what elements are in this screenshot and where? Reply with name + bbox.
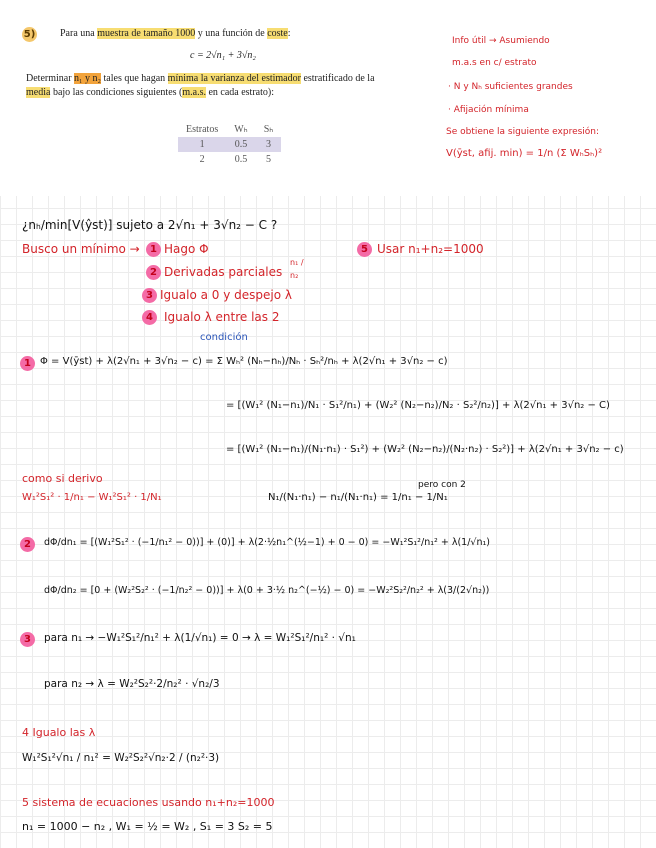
side-note-line: Info útil → Asumiendo [452, 36, 550, 46]
condition-note: condición [200, 332, 248, 343]
lambda-equality: W₁²S₁²√n₁ / n₁² = W₂²S₂²√n₂·2 / (n₂²·3) [22, 752, 220, 764]
equation-phi-2: = [(W₁² (N₁−n₁)/N₁ · S₁²/n₁) + (W₂² (N₂−n₂)/N₂ · S₂²/n₂)] + λ(2√n₁ + 3√n₂ − C) [226, 400, 610, 411]
step-badge-2: 2 [146, 265, 161, 280]
plan-step-2-sub: n₁ / n₂ [290, 258, 304, 280]
step4-title: 4 Igualo las λ [22, 726, 96, 739]
table-header: Sₕ [263, 124, 274, 135]
side-note-line: · N y Nₕ suficientes grandes [448, 82, 573, 92]
step-badge-3b: 3 [20, 632, 35, 647]
step-badge-4: 4 [142, 310, 157, 325]
table-header-row [178, 122, 281, 137]
simplification-note: N₁/(N₁·n₁) − n₁/(N₁·n₁) = 1/n₁ − 1/N₁ [268, 492, 448, 503]
lambda-n2: para n₂ → λ = W₂²S₂²·2/n₂² · √n₂/3 [44, 678, 220, 690]
table-row [178, 152, 281, 167]
step-badge-1: 1 [146, 242, 161, 257]
table-cell: 0.5 [234, 154, 248, 165]
side-note-formula: V(ȳst, afij. min) = 1/n (Σ WₕSₕ)² [446, 148, 603, 159]
problem-intro: Para una muestra de tamaño 1000 y una función de coste: [60, 28, 291, 39]
table-cell: 3 [256, 137, 282, 152]
system-equations: n₁ = 1000 − n₂ , W₁ = ½ = W₂ , S₁ = 3 S₂ = 5 [22, 820, 273, 833]
pero-note: pero con 2 [418, 480, 466, 490]
step-badge-1b: 1 [20, 356, 35, 371]
side-note-line: · Afijación mínima [448, 105, 529, 115]
equation-phi-3: = [(W₁² (N₁−n₁)/(N₁·n₁) · S₁²) + (W₂² (N₂−n₂)/(N₂·n₂) · S₂²)] + λ(2√n₁ + 3√n₂ − c) [226, 444, 624, 455]
lambda-n1: para n₁ → −W₁²S₁²/n₁² + λ(1/√n₁) = 0 → λ = W₁²S₁²/n₁² · √n₁ [44, 632, 356, 644]
plan-step-5: Usar n₁+n₂=1000 [377, 242, 484, 256]
step5-title: 5 sistema de ecuaciones usando n₁+n₂=1000 [22, 796, 275, 809]
problem-statement [0, 0, 440, 196]
cost-formula: c = 2√n₁ + 3√n₂ [190, 50, 256, 61]
plan-step-3: Igualo a 0 y despejo λ [160, 288, 292, 302]
plan-step-2: Derivadas parciales [164, 265, 283, 279]
table-header: Wₕ [234, 124, 248, 135]
strata-table [178, 122, 281, 167]
table-cell: 0.5 [226, 137, 255, 152]
equation-phi-1: Φ = V(ȳst) + λ(2√n₁ + 3√n₂ − c) = Σ Wₕ² (Nₕ−nₕ)/Nₕ · Sₕ²/nₕ + λ(2√n₁ + 3√n₂ − c) [40, 356, 448, 367]
derivative-n1: dΦ/dn₁ = [(W₁²S₁² · (−1/n₁² − 0))] + (0)] + λ(2·½n₁^(½−1) + 0 − 0) = −W₁²S₁²/n₁² + λ(1/√n₁) [44, 537, 490, 548]
step-badge-5: 5 [357, 242, 372, 257]
step-badge-2b: 2 [20, 537, 35, 552]
step-badge-3: 3 [142, 288, 157, 303]
derive-note-2: W₁²S₁² · 1/n₁ − W₁²S₁² · 1/N₁ [22, 492, 162, 503]
plan-title: Busco un mínimo → [22, 242, 140, 256]
problem-number-badge: 5) [23, 29, 36, 40]
table-cell: 5 [266, 154, 271, 165]
side-notes [440, 0, 656, 196]
plan-step-1: Hago Φ [164, 242, 209, 256]
plan-step-4: Igualo λ entre las 2 [164, 310, 280, 324]
side-note-line: m.a.s en c/ estrato [452, 58, 537, 68]
table-cell: 2 [199, 154, 205, 165]
table-header: Estratos [186, 124, 219, 135]
side-note-line: Se obtiene la siguiente expresión: [446, 127, 600, 137]
table-cell: 1 [178, 137, 226, 152]
derivative-n2: dΦ/dn₂ = [0 + (W₂²S₂² · (−1/n₂² − 0))] + λ(0 + 3·½ n₂^(−½) − 0) = −W₂²S₂²/n₂² + λ(3/(2√n₂)) [44, 585, 490, 596]
table-row [178, 137, 281, 152]
problem-task: Determinar n₁ y n₂ tales que hagan mínima la varianza del estimador estratificado de la media bajo las condiciones siguientes (m.a.s. en cada estrato): [26, 73, 375, 98]
question-line: ¿nₕ/min[V(ŷst)] sujeto a 2√n₁ + 3√n₂ − C ? [22, 218, 278, 232]
derive-note: como si derivo [22, 472, 103, 485]
